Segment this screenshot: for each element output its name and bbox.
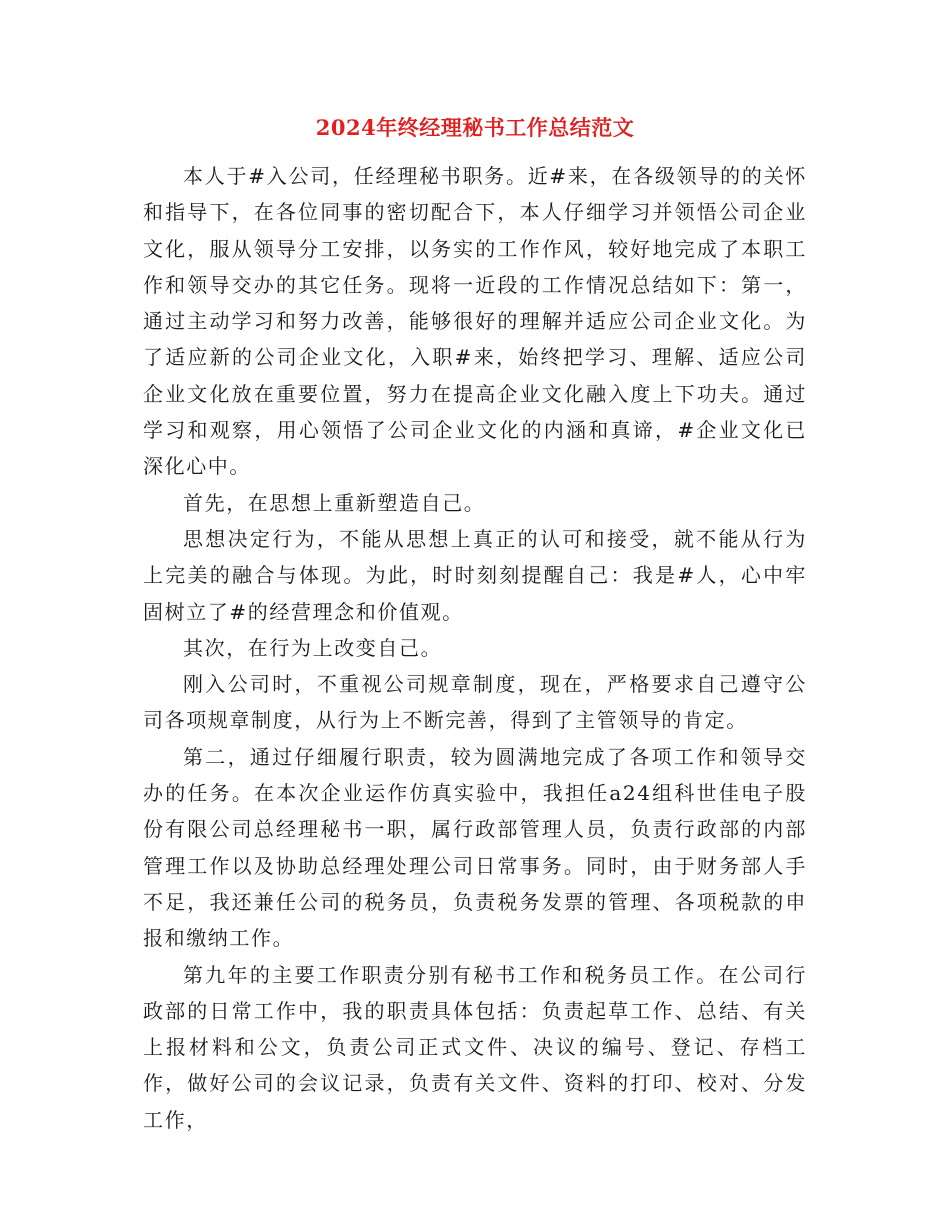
paragraph-second-point: 其次，在行为上改变自己。 — [183, 635, 443, 660]
paragraph-responsibilities: 第九年的主要工作职责分别有秘书工作和税务员工作。在公司行政部的日常工作中，我的职责具体包括：负责起草工作、总结、有关上报材料和公文，负责公司正式文件、决议的编号、登记、存档工作，做好公司的会议记录，负责有关文件、资料的打印、校对、分发工作， — [143, 962, 807, 1132]
document-body — [143, 158, 807, 1138]
paragraph-intro: 本人于#入公司，任经理秘书职务。近#来，在各级领导的的关怀和指导下，在各位同事的密切配合下，本人仔细学习并领悟公司企业文化，服从领导分工安排，以务实的工作作风，较好地完成了本职工作和领导交办的其它任务。现将一近段的工作情况总结如下：第一，通过主动学习和努力改善，能够很好的理解并适应公司企业文化。为了适应新的公司企业文化，入职#来，始终把学习、理解、适应公司企业文化放在重要位置，努力在提高企业文化融入度上下功夫。通过学习和观察，用心领悟了公司企业文化的内涵和真谛，#企业文化已深化心中。 — [143, 164, 807, 479]
paragraph-behavior: 刚入公司时，不重视公司规章制度，现在，严格要求自己遵守公司各项规章制度，从行为上不断完善，得到了主管领导的肯定。 — [143, 672, 807, 733]
document-title: 2024年终经理秘书工作总结范文 — [315, 115, 635, 140]
paragraph-duties: 第二，通过仔细履行职责，较为圆满地完成了各项工作和领导交办的任务。在本次企业运作仿真实验中，我担任a24组科世佳电子股份有限公司总经理秘书一职，属行政部管理人员，负责行政部的内部管理工作以及协助总经理处理公司日常事务。同时，由于财务部人手不足，我还兼任公司的税务员，负责税务发票的管理、各项税款的申报和缴纳工作。 — [143, 744, 807, 951]
paragraph-thought: 思想决定行为，不能从思想上真正的认可和接受，就不能从行为上完美的融合与体现。为此，时时刻刻提醒自己：我是#人，心中牢固树立了#的经营理念和价值观。 — [143, 526, 807, 624]
paragraph-first-point: 首先，在思想上重新塑造自己。 — [183, 490, 486, 515]
